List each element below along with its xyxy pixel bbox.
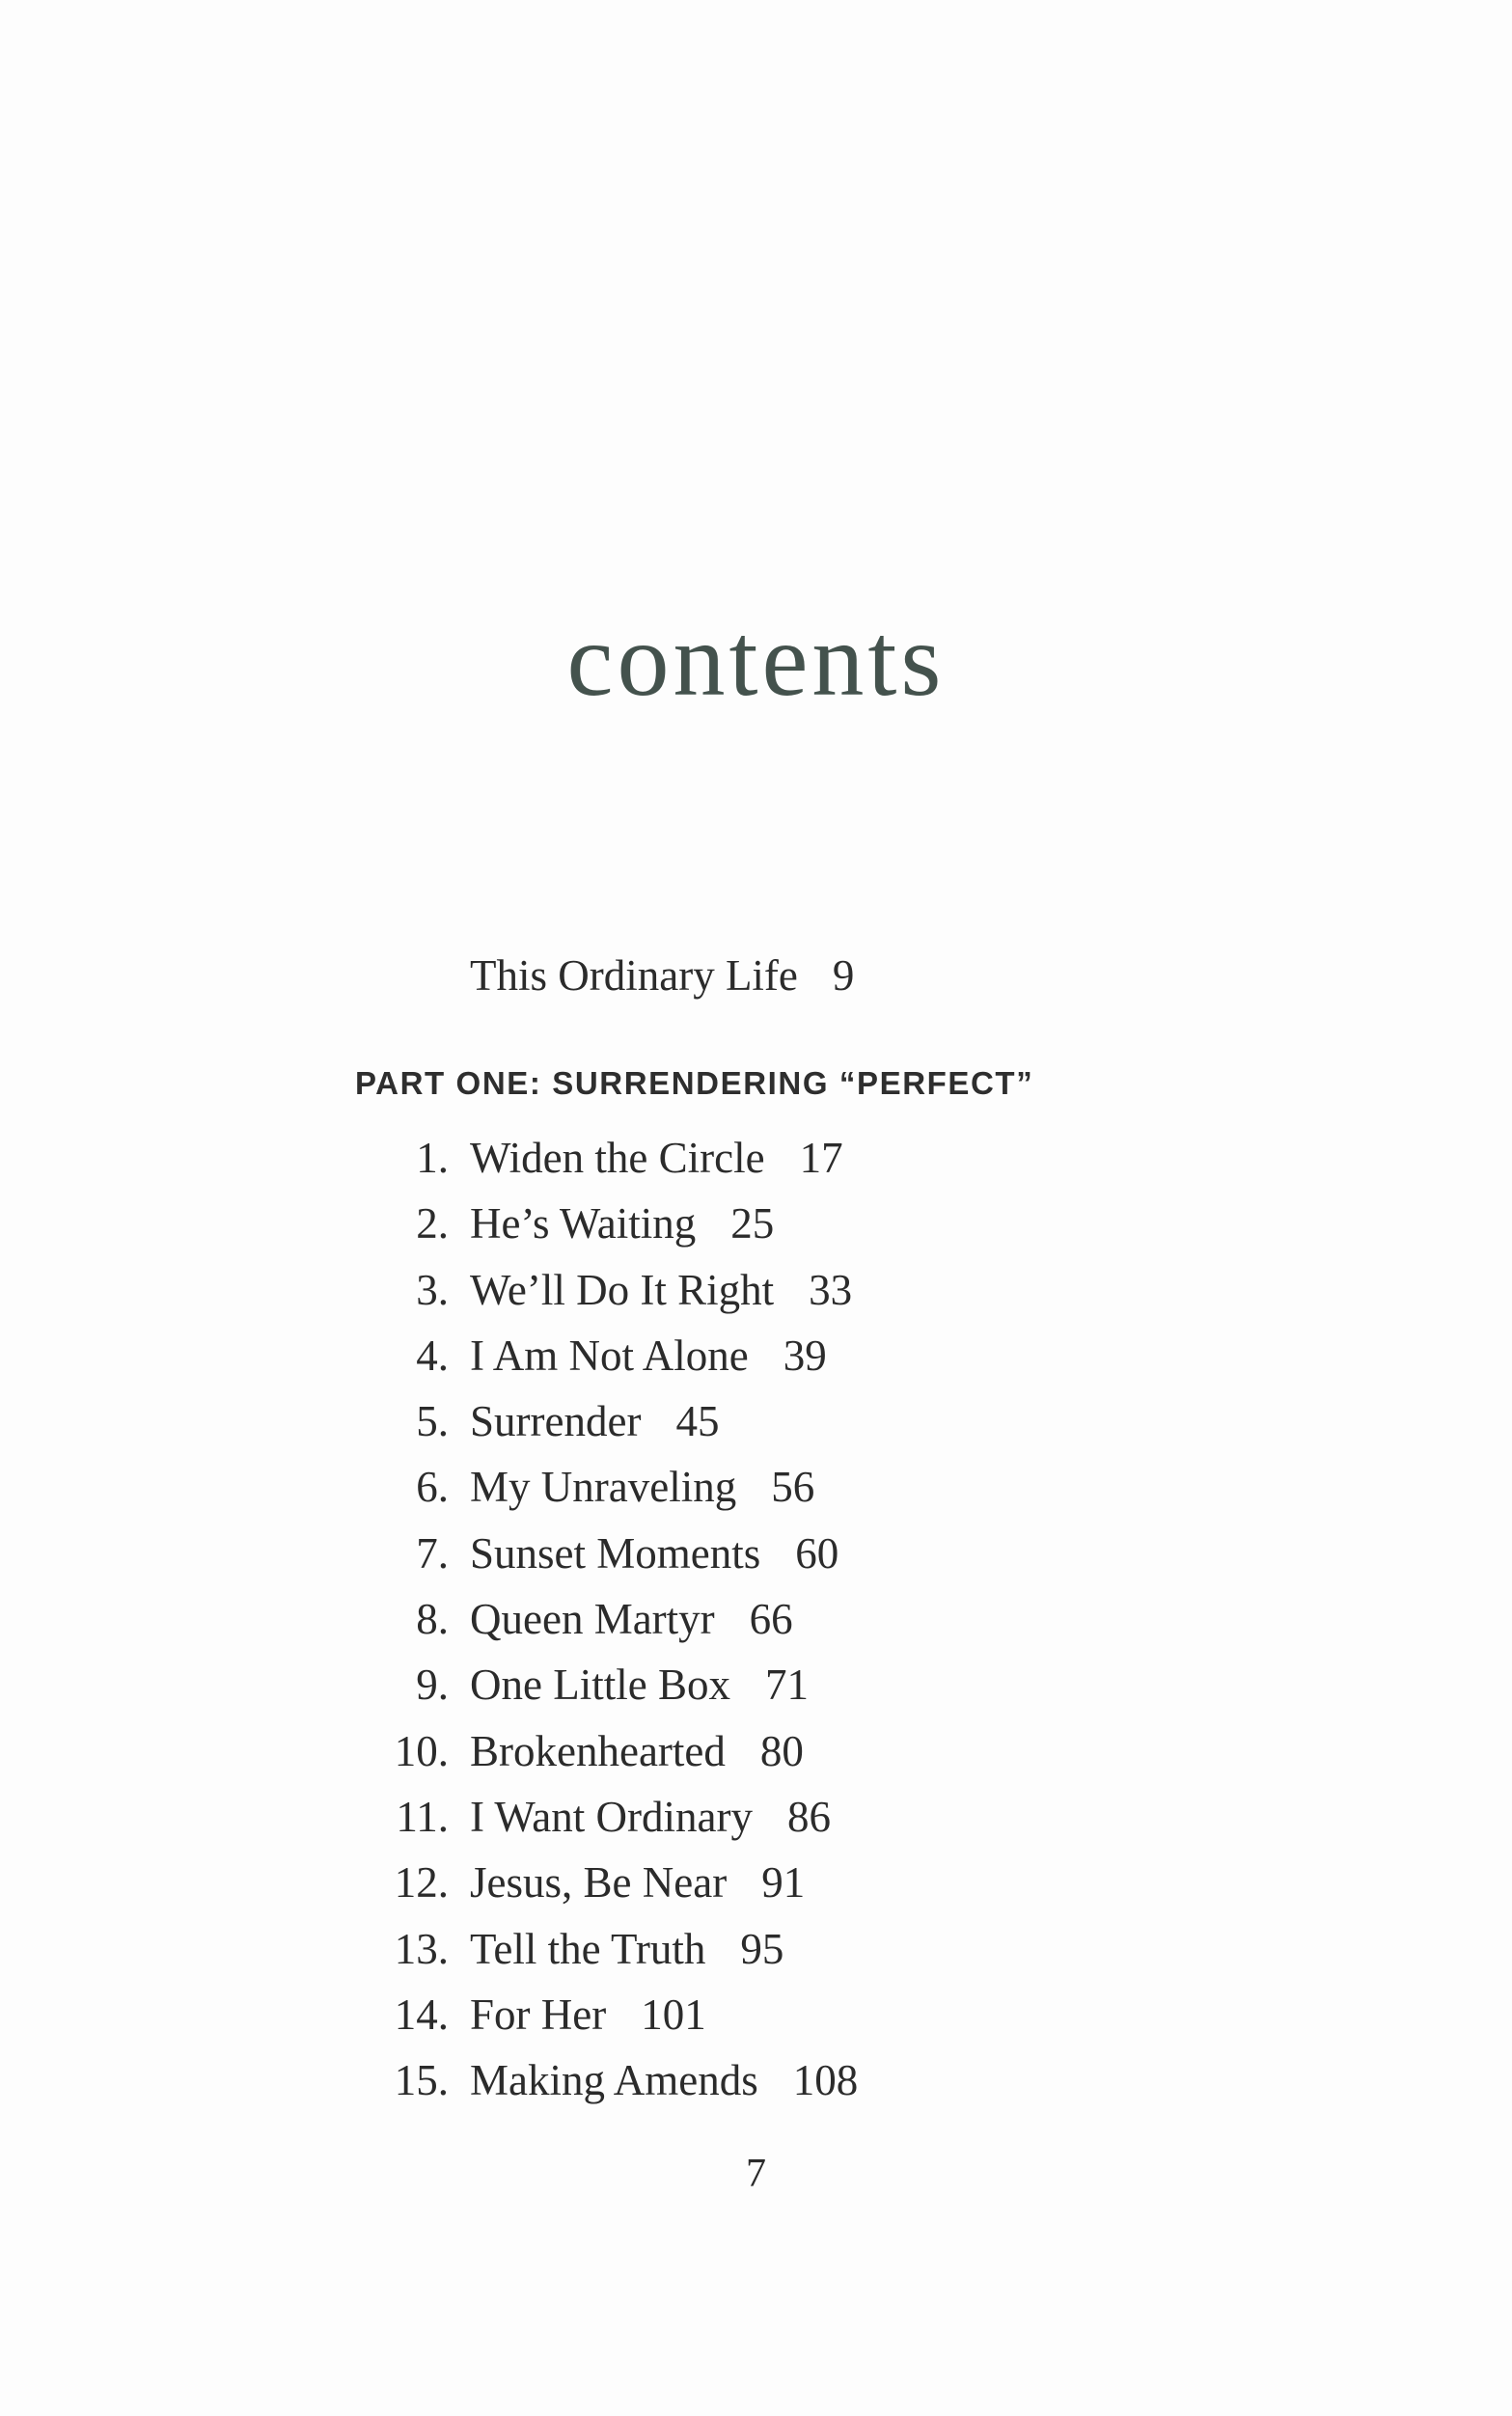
- entry-title: Sunset Moments: [470, 1528, 761, 1578]
- entry-page: 25: [730, 1199, 775, 1249]
- entry-page: 60: [795, 1528, 839, 1578]
- chapter-number: 2.: [416, 1199, 449, 1249]
- chapter-number: 6.: [416, 1463, 449, 1512]
- chapter-number: 12.: [394, 1858, 449, 1908]
- page-number: 7: [746, 2152, 766, 2196]
- entry-page: 56: [771, 1463, 815, 1512]
- entry-page: 108: [792, 2056, 859, 2105]
- chapter-number: 9.: [416, 1661, 449, 1710]
- part-heading: PART ONE: SURRENDERING “PERFECT”: [355, 1065, 1034, 1101]
- entry-page: 9: [832, 951, 855, 1000]
- entry-title: My Unraveling: [470, 1463, 737, 1512]
- chapter-number: 1.: [416, 1134, 449, 1182]
- entry-page: 17: [799, 1134, 843, 1182]
- entry-page: 45: [675, 1397, 720, 1446]
- chapter-number: 5.: [416, 1397, 449, 1446]
- entry-title: I Am Not Alone: [470, 1331, 749, 1380]
- entry-page: 86: [786, 1792, 831, 1841]
- entry-title: Jesus, Be Near: [470, 1858, 728, 1908]
- entry-title: Surrender: [470, 1397, 642, 1446]
- chapter-number: 13.: [394, 1924, 449, 1973]
- entry-page: 66: [749, 1595, 793, 1644]
- entry-title: We’ll Do It Right: [470, 1265, 775, 1314]
- entry-page: 101: [641, 1990, 706, 2039]
- entry-page: 71: [764, 1661, 809, 1710]
- entry-page: 39: [783, 1331, 827, 1380]
- entry-page: 80: [759, 1726, 804, 1775]
- entry-title: One Little Box: [470, 1661, 730, 1710]
- chapter-number: 8.: [416, 1595, 449, 1644]
- chapter-number: 14.: [394, 1990, 449, 2039]
- toc-entry-intro: [470, 943, 854, 1008]
- entry-title: Queen Martyr: [470, 1595, 715, 1644]
- chapter-number: 15.: [394, 2056, 449, 2105]
- entry-title: Widen the Circle: [470, 1134, 765, 1182]
- entry-page: 33: [809, 1265, 853, 1314]
- entry-title: Tell the Truth: [470, 1924, 706, 1973]
- entry-page: 95: [740, 1924, 784, 1973]
- entry-title: Brokenhearted: [470, 1726, 726, 1775]
- chapter-number: 3.: [416, 1265, 449, 1314]
- page-title: contents: [566, 603, 946, 718]
- chapter-number: 10.: [394, 1726, 449, 1775]
- chapter-number: 7.: [416, 1528, 449, 1578]
- entry-title: Making Amends: [470, 2056, 758, 2105]
- entry-page: 91: [761, 1858, 806, 1908]
- entry-title: He’s Waiting: [470, 1199, 697, 1249]
- entry-title: This Ordinary Life: [470, 951, 798, 1000]
- entry-title: For Her: [470, 1990, 607, 2039]
- chapter-number: 11.: [396, 1792, 449, 1841]
- entry-title: I Want Ordinary: [470, 1792, 753, 1841]
- chapter-number: 4.: [416, 1331, 449, 1380]
